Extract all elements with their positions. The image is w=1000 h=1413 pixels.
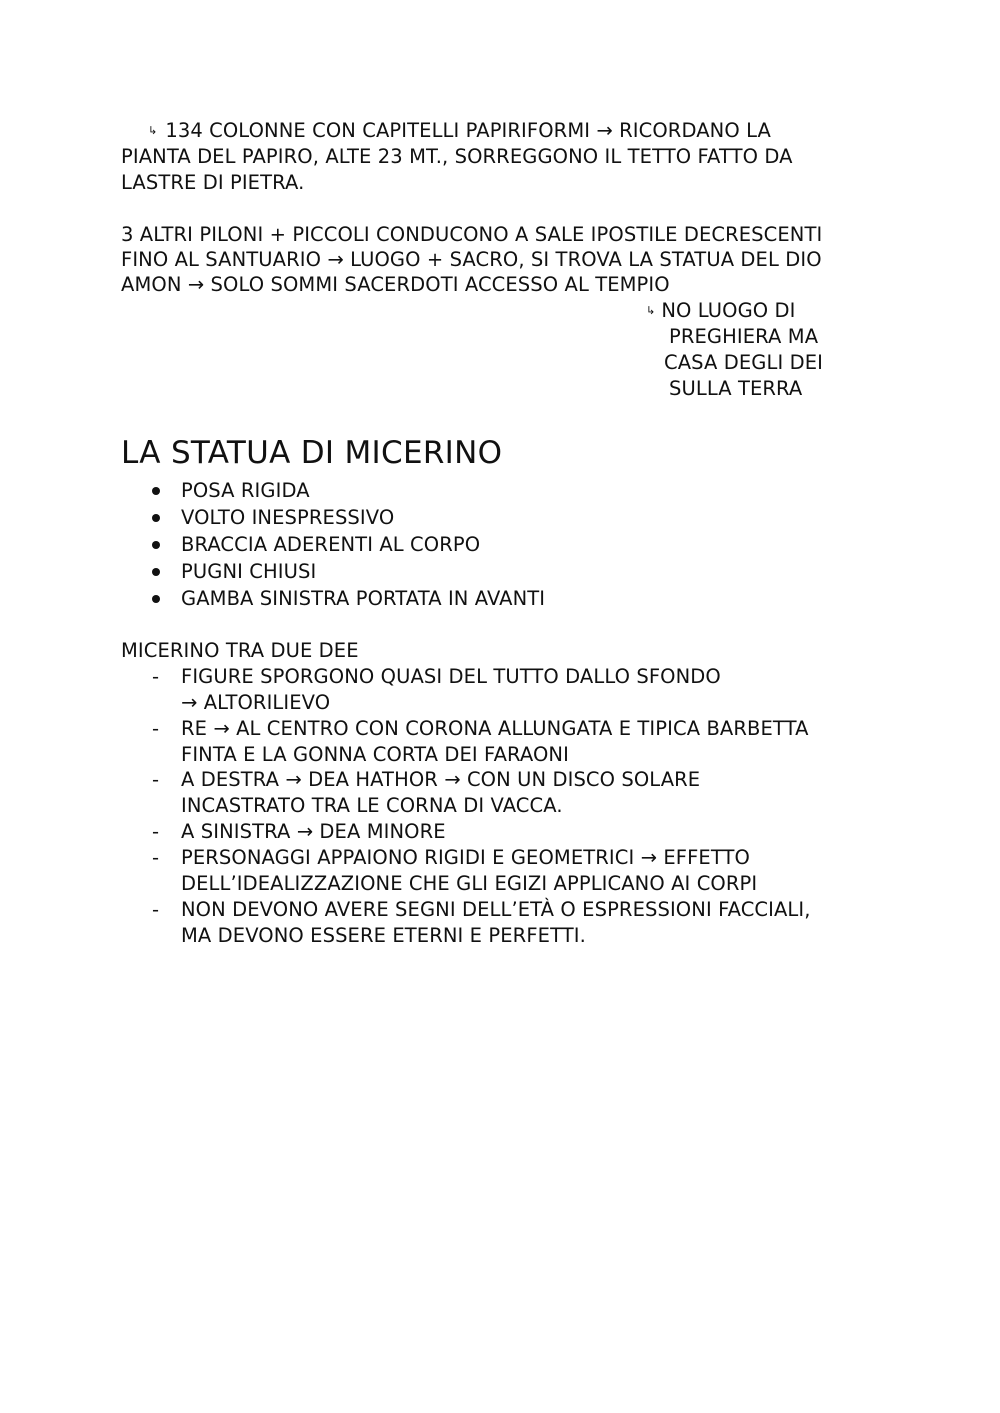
dash-bullet: - <box>152 768 160 791</box>
dash-bullet: - <box>152 898 160 921</box>
subsection-heading: MICERINO TRA DUE DEE <box>121 639 359 662</box>
piloni-line-3: AMON → SOLO SOMMI SACERDOTI ACCESSO AL TEMPIO <box>121 273 670 296</box>
intro-line-3: LASTRE DI PIETRA. <box>121 171 305 194</box>
list-item-text: PUGNI CHIUSI <box>181 560 317 583</box>
bullet-icon <box>152 568 160 576</box>
list-item-line-2: MA DEVONO ESSERE ETERNI E PERFETTI. <box>181 924 586 947</box>
bullet-icon <box>152 595 160 603</box>
sub-arrow-icon: ↳ <box>148 124 158 137</box>
dash-bullet: - <box>152 820 160 843</box>
list-item-line-2: FINTA E LA GONNA CORTA DEI FARAONI <box>181 743 569 766</box>
list-item-line-1: PERSONAGGI APPAIONO RIGIDI E GEOMETRICI → EFFETTO <box>181 846 750 869</box>
intro-line-2: PIANTA DEL PAPIRO, ALTE 23 MT., SORREGGONO IL TETTO FATTO DA <box>121 145 793 168</box>
side-note-line-1-text: NO LUOGO DI <box>661 299 796 322</box>
sub-arrow-icon: ↳ <box>646 304 656 317</box>
dash-bullet: - <box>152 846 160 869</box>
dash-bullet: - <box>152 717 160 740</box>
section-title: LA STATUA DI MICERINO <box>121 435 503 471</box>
list-item-line-1: A DESTRA → DEA HATHOR → CON UN DISCO SOLARE <box>181 768 701 791</box>
list-item-line-1: NON DEVONO AVERE SEGNI DELL’ETÀ O ESPRESSIONI FACCIALI, <box>181 898 811 921</box>
bullet-icon <box>152 514 160 522</box>
list-item-line-1: FIGURE SPORGONO QUASI DEL TUTTO DALLO SFONDO <box>181 665 721 688</box>
side-note-line-4: SULLA TERRA <box>669 377 803 400</box>
side-note-line-2: PREGHIERA MA <box>669 325 819 348</box>
dash-bullet: - <box>152 665 160 688</box>
intro-line-1-text: 134 COLONNE CON CAPITELLI PAPIRIFORMI → RICORDANO LA <box>165 119 771 142</box>
list-item-text: BRACCIA ADERENTI AL CORPO <box>181 533 481 556</box>
list-item-line-1: A SINISTRA → DEA MINORE <box>181 820 446 843</box>
side-note-line-3: CASA DEGLI DEI <box>664 351 823 374</box>
piloni-line-1: 3 ALTRI PILONI + PICCOLI CONDUCONO A SALE IPOSTILE DECRESCENTI <box>121 223 823 246</box>
list-item-line-2: → ALTORILIEVO <box>181 691 331 714</box>
list-item-text: GAMBA SINISTRA PORTATA IN AVANTI <box>181 587 546 610</box>
bullet-icon <box>152 541 160 549</box>
list-item-text: VOLTO INESPRESSIVO <box>181 506 395 529</box>
list-item-line-1: RE → AL CENTRO CON CORONA ALLUNGATA E TIPICA BARBETTA <box>181 717 809 740</box>
bullet-icon <box>152 487 160 495</box>
list-item-line-2: DELL’IDEALIZZAZIONE CHE GLI EGIZI APPLICANO AI CORPI <box>181 872 758 895</box>
list-item-line-2: INCASTRATO TRA LE CORNA DI VACCA. <box>181 794 563 817</box>
list-item-text: POSA RIGIDA <box>181 479 310 502</box>
piloni-line-2: FINO AL SANTUARIO → LUOGO + SACRO, SI TROVA LA STATUA DEL DIO <box>121 248 822 271</box>
intro-line-1 <box>148 118 771 144</box>
side-note-line-1 <box>646 298 796 324</box>
